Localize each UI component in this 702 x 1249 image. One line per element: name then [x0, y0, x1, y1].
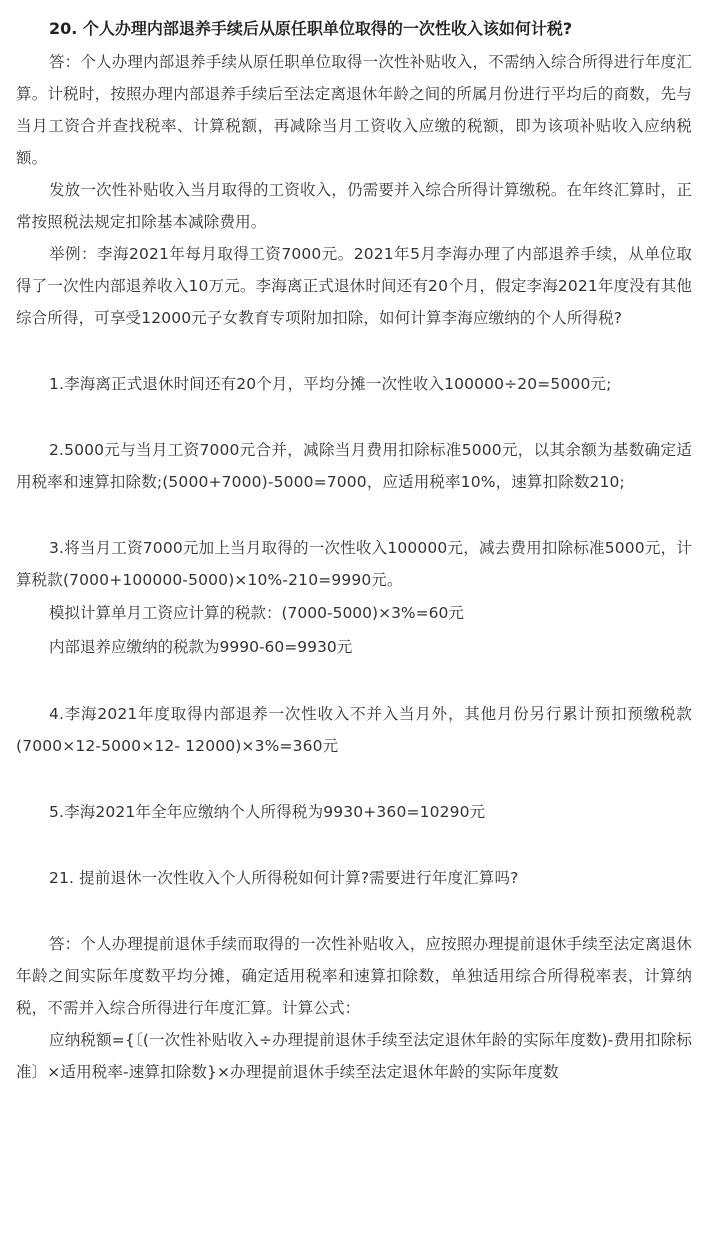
spacer: [16, 334, 692, 368]
article: [16, 12, 692, 1088]
question-21-answer: 答：个人办理提前退休手续而取得的一次性补贴收入，应按照办理提前退休手续至法定离退休年龄之间实际年度数平均分摊，确定适用税率和速算扣除数，单独适用综合所得税率表，计算纳税，不需并入综合所得进行年度汇算。计算公式：: [16, 935, 692, 1017]
step-4: 4.李海2021年度取得内部退养一次性收入不并入当月外，其他月份另行累计预扣预缴税款(7000×12-5000×12- 12000)×3%=360元: [16, 705, 692, 755]
question-21-formula: 应纳税额={〔(一次性补贴收入÷办理提前退休手续至法定退休年龄的实际年度数)-费用扣除标准〕×适用税率-速算扣除数}×办理提前退休手续至法定退休年龄的实际年度数: [16, 1031, 692, 1081]
step-1: 1.李海离正式退休时间还有20个月，平均分摊一次性收入100000÷20=5000元;: [49, 375, 612, 393]
step-3-simulated-tax: 模拟计算单月工资应计算的税款：(7000-5000)×3%=60元: [49, 604, 464, 622]
step-2: 2.5000元与当月工资7000元合并，减除当月费用扣除标准5000元，以其余额为基数确定适用税率和速算扣除数;(5000+7000)-5000=7000，应适用税率10%，速算扣除数210;: [16, 441, 692, 491]
step-5: 5.李海2021年全年应缴纳个人所得税为9930+360=10290元: [49, 803, 486, 821]
question-20-answer: 答：个人办理内部退养手续从原任职单位取得一次性补贴收入，不需纳入综合所得进行年度汇算。计税时，按照办理内部退养手续后至法定离退休年龄之间的所属月份进行平均后的商数，先与当月工资合并查找税率、计算税额，再减除当月工资收入应缴的税额，即为该项补贴收入应纳税额。: [16, 53, 692, 167]
question-20-example: 举例：李海2021年每月取得工资7000元。2021年5月李海办理了内部退养手续，从单位取得了一次性内部退养收入10万元。李海离正式退休时间还有20个月，假定李海2021年度没有其他综合所得，可享受12000元子女教育专项附加扣除，如何计算李海应缴纳的个人所得税?: [16, 245, 692, 327]
question-21-title: 21. 提前退休一次性收入个人所得税如何计算?需要进行年度汇算吗?: [49, 869, 519, 887]
step-3-result: 内部退养应缴纳的税款为9990-60=9930元: [49, 638, 353, 656]
spacer: [16, 664, 692, 698]
question-20-title: 20. 个人办理内部退养手续后从原任职单位取得的一次性收入该如何计税?: [49, 19, 573, 38]
step-3: 3.将当月工资7000元加上当月取得的一次性收入100000元，减去费用扣除标准5000元，计算税款(7000+100000-5000)×10%-210=9990元。: [16, 539, 692, 589]
spacer: [16, 828, 692, 862]
spacer: [16, 894, 692, 928]
question-20-answer-note: 发放一次性补贴收入当月取得的工资收入，仍需要并入综合所得计算缴税。在年终汇算时，正常按照税法规定扣除基本减除费用。: [16, 181, 692, 231]
spacer: [16, 400, 692, 434]
spacer: [16, 498, 692, 532]
spacer: [16, 762, 692, 796]
